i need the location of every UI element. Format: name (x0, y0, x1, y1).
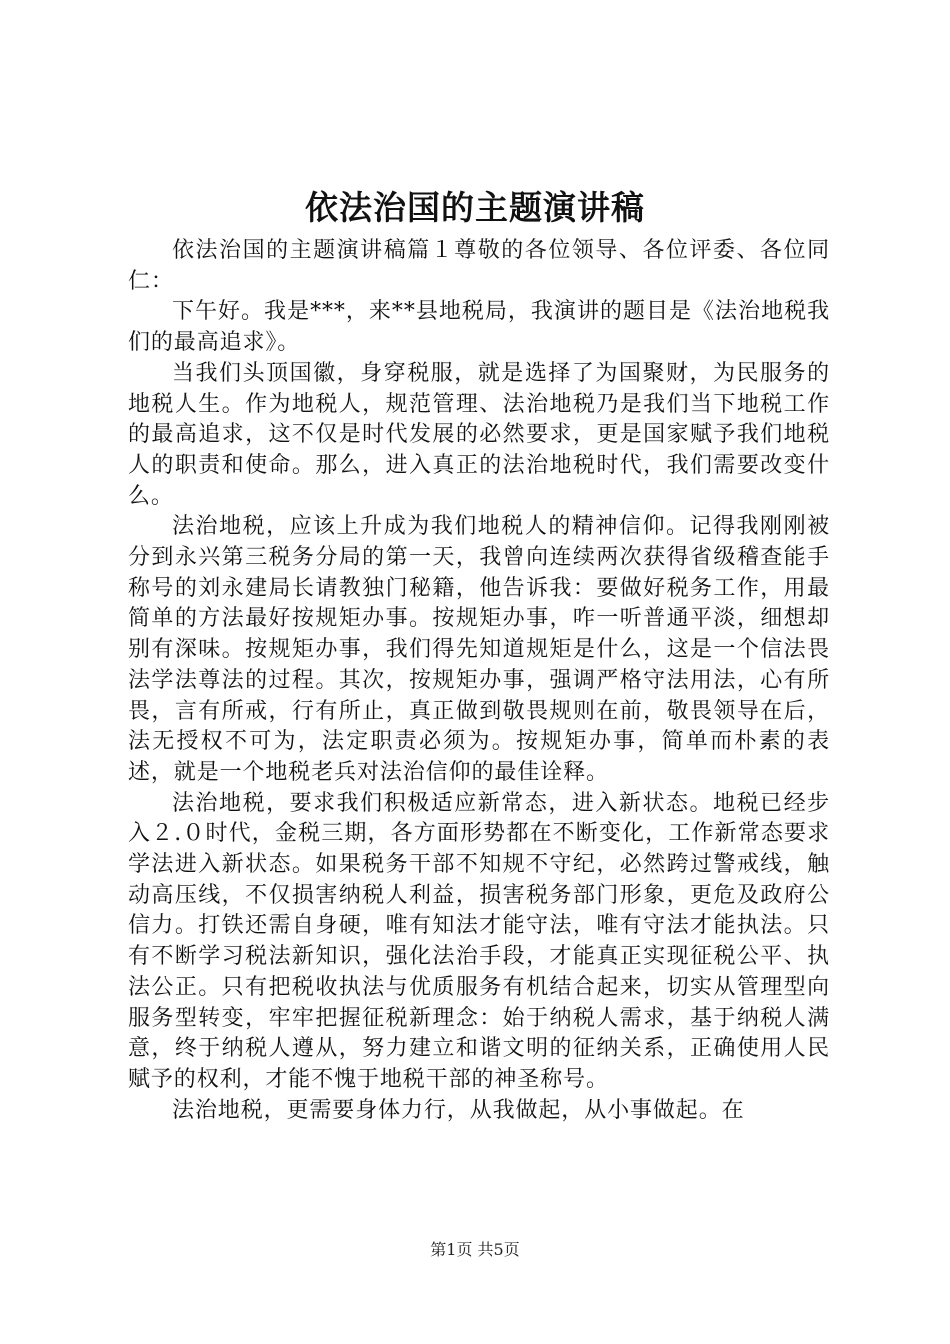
paragraph: 下午好。我是***，来**县地税局，我演讲的题目是《法治地税我们的最高追求》。 (128, 299, 830, 356)
document-body (128, 236, 830, 1126)
paragraph: 法治地税，要求我们积极适应新常态，进入新状态。地税已经步入２.０时代，金税三期，各方面形势都在不断变化，工作新常态要求学法进入新状态。如果税务干部不知规不守纪，必然跨过警戒线，触动高压线，不仅损害纳税人利益，损害税务部门形象，更危及政府公信力。打铁还需自身硬，唯有知法才能守法，唯有守法才能执法。只有不断学习税法新知识，强化法治手段，才能真正实现征税公平、执法公正。只有把税收执法与优质服务有机结合起来，切实从管理型向服务型转变，牢牢把握征税新理念：始于纳税人需求，基于纳税人满意，终于纳税人遵从，努力建立和谐文明的征纳关系，正确使用人民赋予的权利，才能不愧于地税干部的神圣称号。 (128, 790, 830, 1092)
paragraph: 依法治国的主题演讲稿篇１尊敬的各位领导、各位评委、各位同仁： (128, 238, 830, 294)
paragraph: 法治地税，应该上升成为我们地税人的精神信仰。记得我刚刚被分到永兴第三税务分局的第一天，我曾向连续两次获得省级稽查能手称号的刘永建局长请教独门秘籍，他告诉我：要做好税务工作，用最简单的方法最好按规矩办事。按规矩办事，咋一听普通平淡，细想却别有深味。按规矩办事，我们得先知道规矩是什么，这是一个信法畏法学法尊法的过程。其次，按规矩办事，强调严格守法用法，心有所畏，言有所戒，行有所止，真正做到敬畏规则在前，敬畏领导在后，法无授权不可为，法定职责必须为。按规矩办事，简单而朴素的表述，就是一个地税老兵对法治信仰的最佳诠释。 (128, 514, 830, 785)
paragraph: 法治地税，更需要身体力行，从我做起，从小事做起。在 (172, 1097, 745, 1123)
paragraph: 当我们头顶国徽，身穿税服，就是选择了为国聚财，为民服务的地税人生。作为地税人，规范管理、法治地税乃是我们当下地税工作的最高追求，这不仅是时代发展的必然要求，更是国家赋予我们地税人的职责和使命。那么，进入真正的法治地税时代，我们需要改变什么。 (128, 360, 830, 509)
page-footer: 第1页 共5页 (430, 1240, 520, 1259)
document-title: 依法治国的主题演讲稿 (305, 188, 645, 227)
